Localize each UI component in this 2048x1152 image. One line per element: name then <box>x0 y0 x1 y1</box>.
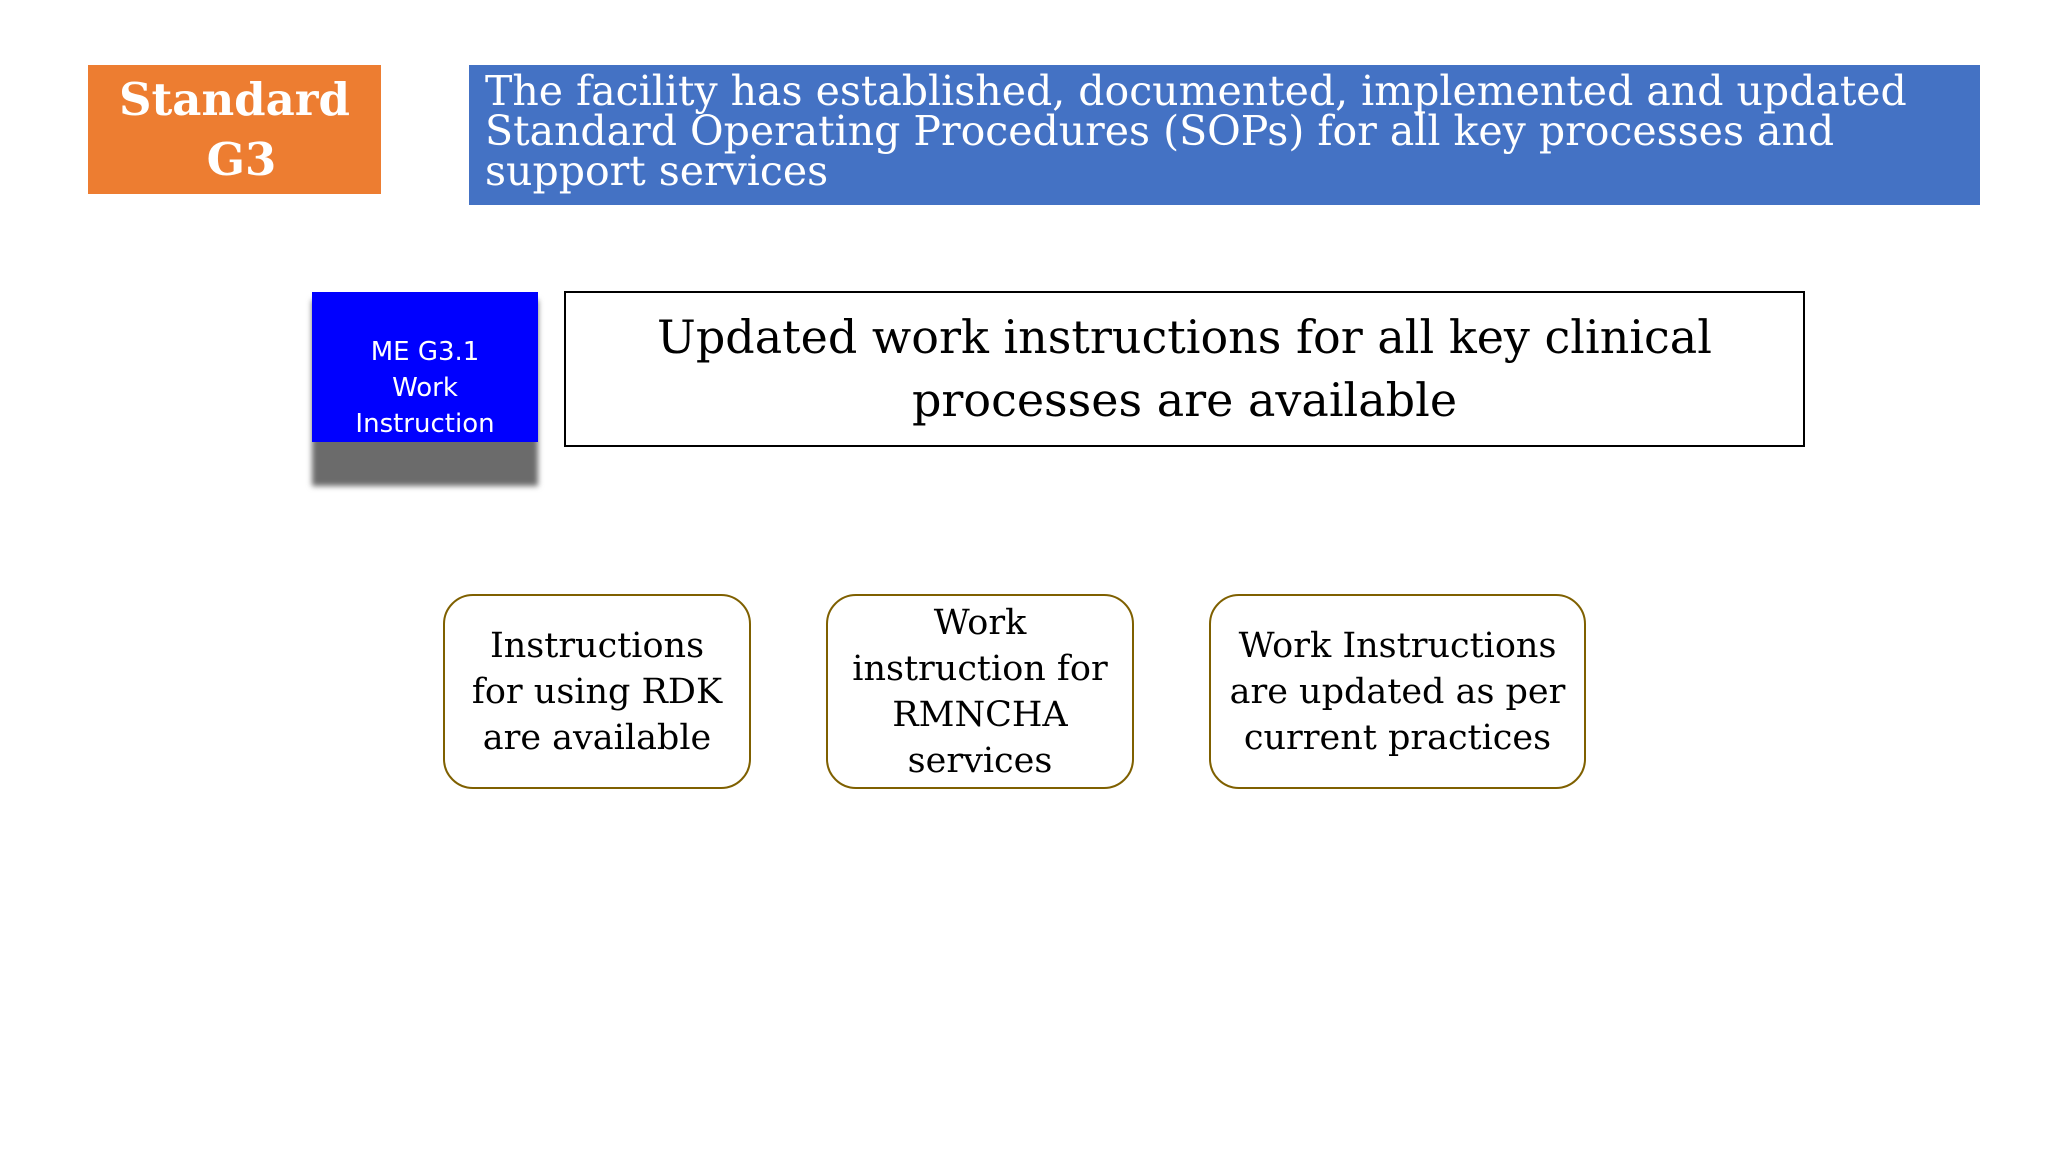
me-code: ME G3.1 <box>370 337 480 367</box>
checkpoint-box <box>443 594 751 789</box>
standard-badge <box>88 65 381 194</box>
measurable-element-badge <box>312 292 538 442</box>
me-title-line1: Work <box>392 373 458 403</box>
checkpoint-box <box>826 594 1134 789</box>
me-title-line2: Instruction <box>355 409 495 439</box>
standard-description: The facility has established, documented, implemented and updated Standard Operating Procedures (SOPs) for all key processes and support services <box>469 65 1980 205</box>
standard-label: Standard <box>119 72 350 126</box>
standard-code: G3 <box>206 132 277 186</box>
measurable-element-statement <box>564 291 1805 447</box>
checkpoint-box <box>1209 594 1586 789</box>
checkpoint-text: Work instruction for RMNCHA services <box>852 602 1108 781</box>
checkpoint-text: Work Instructions are updated as per current practices <box>1229 625 1566 758</box>
checkpoint-text: Instructions for using RDK are available <box>471 625 723 758</box>
me-statement-text: Updated work instructions for all key clinical processes are available <box>657 310 1712 427</box>
